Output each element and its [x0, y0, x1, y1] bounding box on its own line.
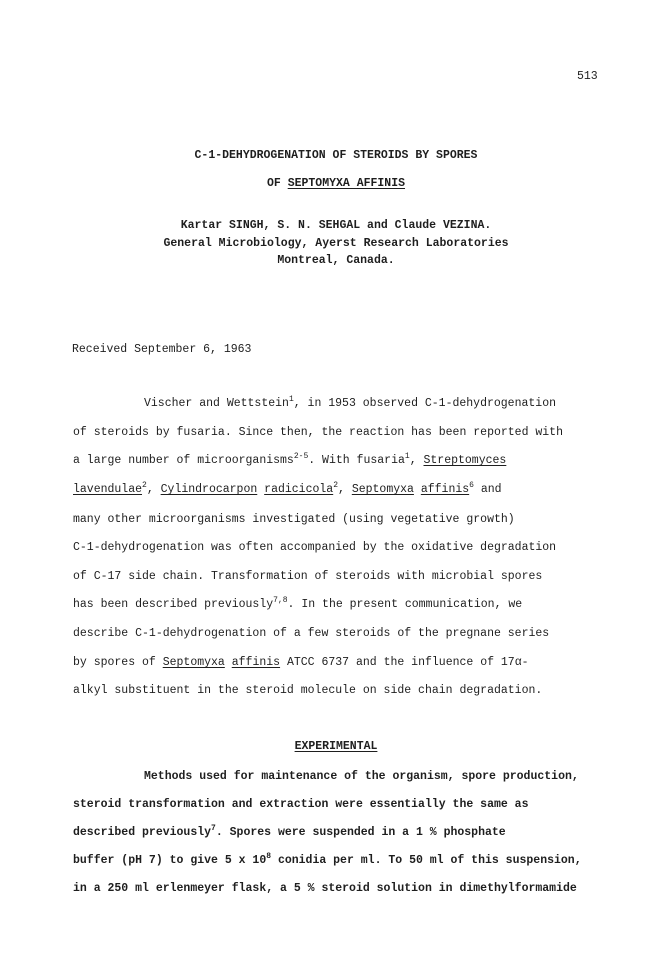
experimental-line-4: buffer (pH 7) to give 5 x $10^8$ conidia per ml. To 50 ml of this suspension,	[73, 852, 582, 867]
intro-line-3: a large number of microorganisms$^{2-5}$. With fusaria$^1$, Streptomyces	[73, 452, 507, 467]
organism-name: SEPTOMYXA AFFINIS	[287, 177, 406, 190]
experimental-line-2: steroid transformation and extraction were essentially the same as	[73, 798, 529, 811]
paper-title-line-2: OF SEPTOMYXA AFFINIS	[266, 177, 406, 190]
experimental-line-1: Methods used for maintenance of the organism, spore production,	[144, 770, 579, 783]
intro-line-2: of steroids by fusaria. Since then, the reaction has been reported with	[73, 426, 563, 439]
affiliation-line-1: General Microbiology, Ayerst Research Laboratories	[163, 237, 509, 250]
intro-line-11: alkyl substituent in the steroid molecule on side chain degradation.	[73, 684, 543, 697]
intro-line-4: lavendulae$^2$, Cylindrocarpon radicicola$^2$, Septomyxa affinis$^6$ and	[73, 481, 502, 496]
intro-line-6: C-1-dehydrogenation was often accompanied by the oxidative degradation	[73, 541, 557, 554]
intro-line-1: Vischer and Wettstein$^1$, in 1953 observed C-1-dehydrogenation	[144, 395, 556, 410]
intro-line-8: has been described previously$^{7,8}$. In the present communication, we	[73, 596, 523, 611]
experimental-line-3: described previously$^7$. Spores were suspended in a 1 % phosphate	[73, 824, 506, 839]
intro-line-9: describe C-1-dehydrogenation of a few steroids of the pregnane series	[73, 627, 550, 640]
received-date: Received September 6, 1963	[72, 343, 252, 356]
intro-line-5: many other microorganisms investigated (using vegetative growth)	[73, 513, 515, 526]
authors: Kartar SINGH, S. N. SEHGAL and Claude VEZINA.	[180, 219, 492, 232]
affiliation-line-2: Montreal, Canada.	[277, 254, 395, 267]
page-number: 513	[577, 70, 598, 83]
intro-line-7: of C-17 side chain. Transformation of steroids with microbial spores	[73, 570, 543, 583]
section-heading-experimental: EXPERIMENTAL	[294, 740, 378, 753]
experimental-line-5: in a 250 ml erlenmeyer flask, a 5 % steroid solution in dimethylformamide	[73, 882, 577, 895]
paper-title-line-1: C-1-DEHYDROGENATION OF STEROIDS BY SPORES	[194, 149, 478, 162]
intro-line-10: by spores of Septomyxa affinis ATCC 6737 and the influence of 17α-	[73, 656, 529, 669]
